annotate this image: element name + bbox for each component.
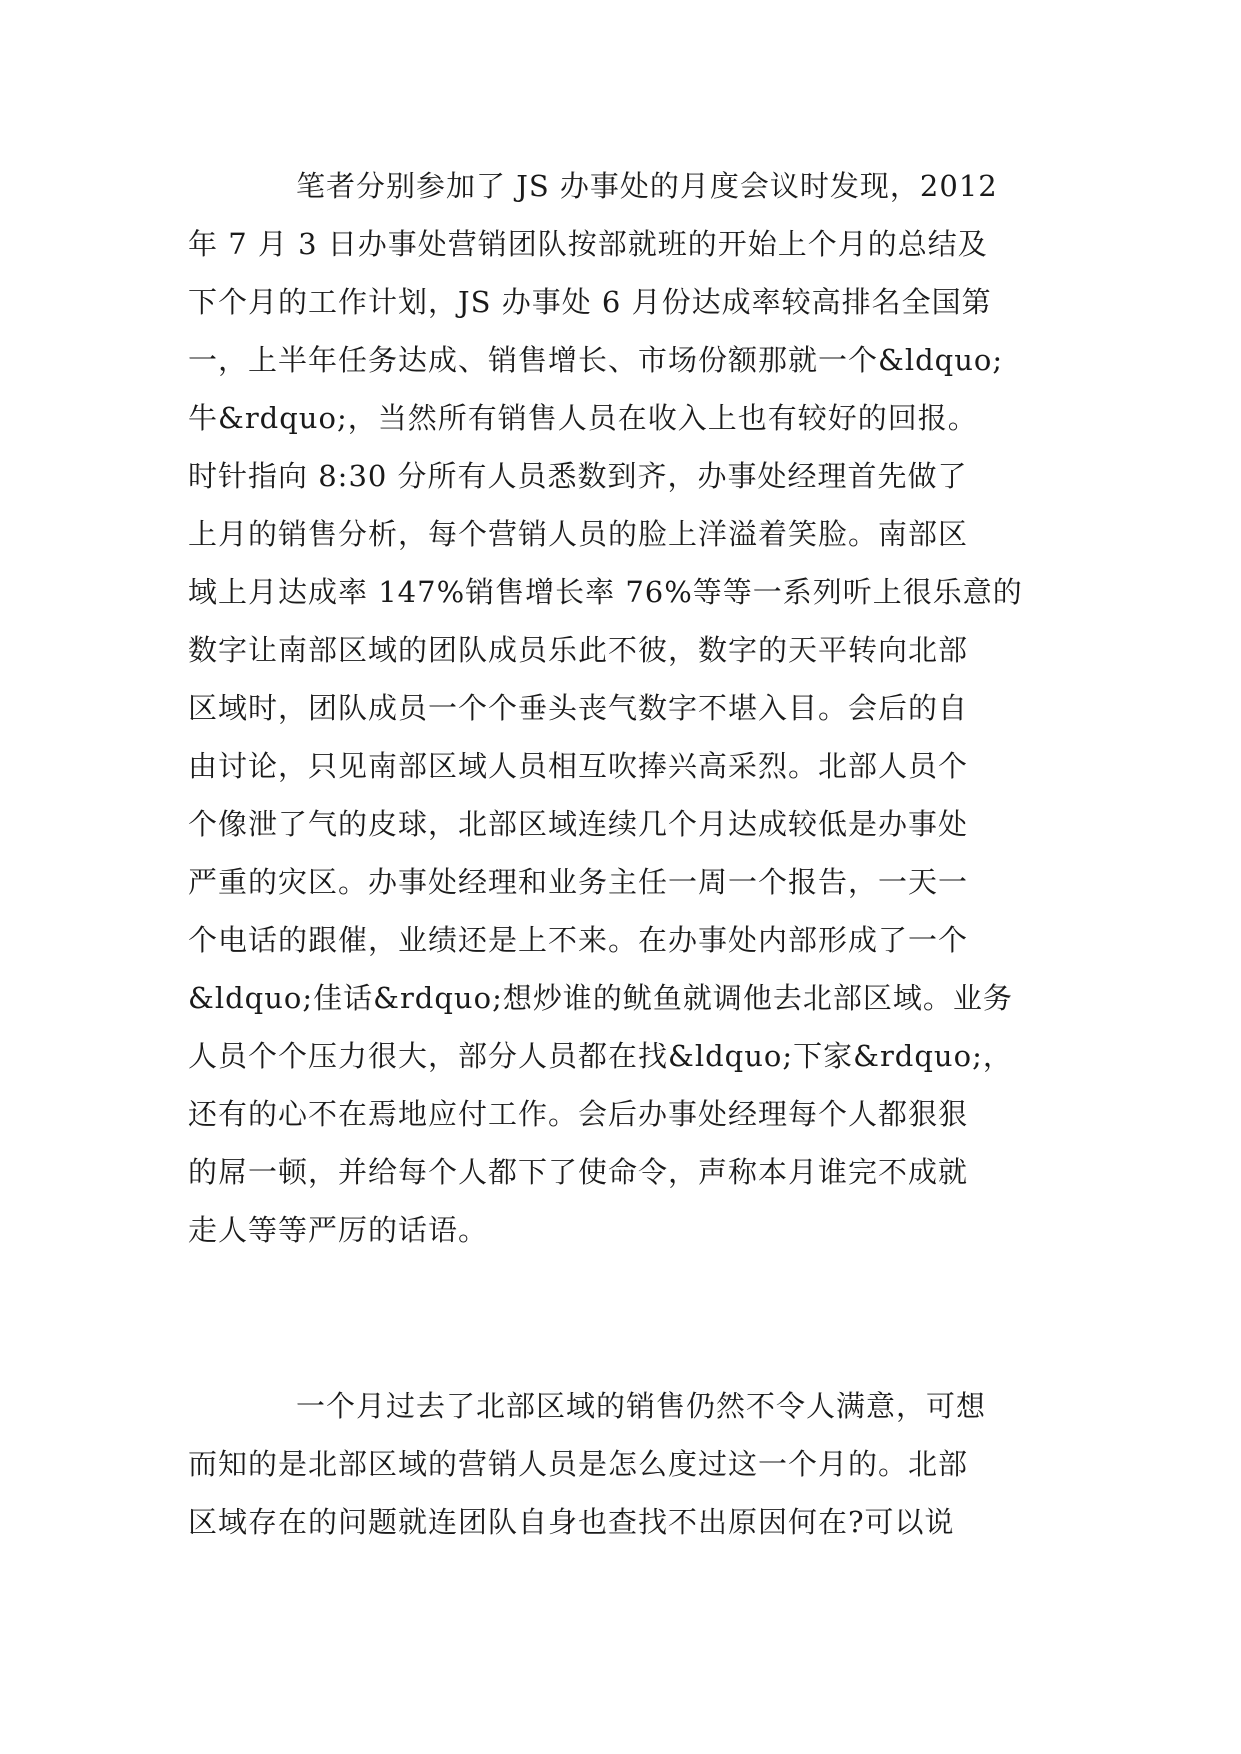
text-line: 的屌一顿，并给每个人都下了使命令，声称本月谁完不成就 xyxy=(188,1155,969,1189)
text-line: 由讨论，只见南部区域人员相互吹捧兴高采烈。北部人员个 xyxy=(188,749,969,783)
text-line: 还有的心不在焉地应付工作。会后办事处经理每个人都狠狠 xyxy=(188,1097,969,1131)
text-line: 个电话的跟催，业绩还是上不来。在办事处内部形成了一个 xyxy=(188,923,969,957)
text-line: 域上月达成率 147%销售增长率 76%等等一系列听上很乐意的 xyxy=(188,575,1023,609)
text-line: 而知的是北部区域的营销人员是怎么度过这一个月的。北部 xyxy=(188,1447,969,1481)
text-line: 一个月过去了北部区域的销售仍然不令人满意，可想 xyxy=(296,1389,987,1423)
text-line: 区域存在的问题就连团队自身也查找不出原因何在?可以说 xyxy=(188,1505,955,1539)
paragraph-2 xyxy=(188,1377,1056,1551)
text-line: 区域时，团队成员一个个垂头丧气数字不堪入目。会后的自 xyxy=(188,691,969,725)
paragraph-1 xyxy=(188,157,1056,1259)
text-line: 走人等等严厉的话语。 xyxy=(188,1213,489,1247)
text-line: 个像泄了气的皮球，北部区域连续几个月达成较低是办事处 xyxy=(188,807,969,841)
text-line: 牛&rdquo;，当然所有销售人员在收入上也有较好的回报。 xyxy=(188,401,978,435)
text-line: 严重的灾区。办事处经理和业务主任一周一个报告，一天一 xyxy=(188,865,969,899)
text-line: 时针指向 8:30 分所有人员悉数到齐，办事处经理首先做了 xyxy=(188,459,968,493)
text-line: 年 7 月 3 日办事处营销团队按部就班的开始上个月的总结及 xyxy=(188,227,988,261)
text-line: 数字让南部区域的团队成员乐此不彼，数字的天平转向北部 xyxy=(188,633,969,667)
text-line: 人员个个压力很大，部分人员都在找&ldquo;下家&rdquo;， xyxy=(188,1039,1013,1073)
text-line: 笔者分别参加了 JS 办事处的月度会议时发现，2012 xyxy=(296,169,998,203)
text-line: &ldquo;佳话&rdquo;想炒谁的鱿鱼就调他去北部区域。业务 xyxy=(188,981,1013,1015)
text-line: 上月的销售分析，每个营销人员的脸上洋溢着笑脸。南部区 xyxy=(188,517,969,551)
text-line: 下个月的工作计划，JS 办事处 6 月份达成率较高排名全国第 xyxy=(188,285,992,319)
text-line: 一，上半年任务达成、销售增长、市场份额那就一个&ldquo; xyxy=(188,343,1004,377)
